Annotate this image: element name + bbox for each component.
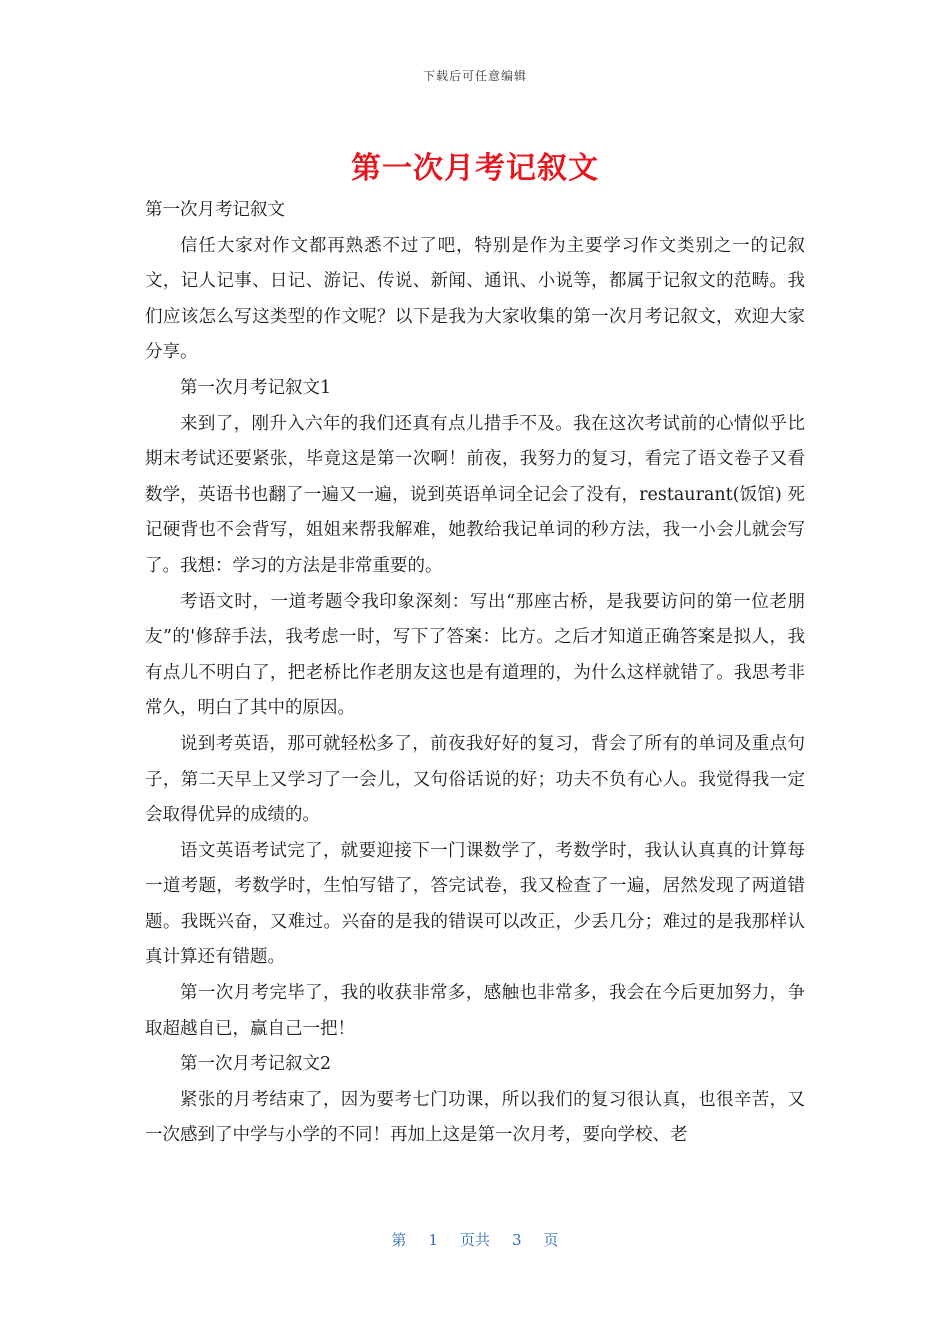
paragraph: 说到考英语，那可就轻松多了，前夜我好好的复习，背会了所有的单词及重点句子，第二天早上又学习了一会儿，又句俗话说的好；功夫不负有心人。我觉得我一定会取得优异的成绩的。 bbox=[145, 733, 805, 826]
paragraph: 来到了，刚升入六年的我们还真有点儿措手不及。我在这次考试前的心情似乎比期末考试还要紧张，毕竟这是第一次啊！前夜，我努力的复习，看完了语文卷子又看数学，英语书也翻了一遍又一遍，说到英语单词全记会了没有，restaurant(饭馆) 死记硬背也不会背写，姐姐来帮我解难，她教给我记单词的秒方法，我一小会儿就会写了。我想：学习的方法是非常重要的。 bbox=[145, 413, 805, 576]
paragraph-intro: 信任大家对作文都再熟悉不过了吧，特别是作为主要学习作文类别之一的记叙文，记人记事、日记、游记、传说、新闻、通讯、小说等，都属于记叙文的范畴。我们应该怎么写这类型的作文呢？以下是我为大家收集的第一次月考记叙文，欢迎大家分享。 bbox=[145, 235, 805, 363]
paragraph-subtitle: 第一次月考记叙文 bbox=[145, 200, 285, 220]
footer-page-word: 第 bbox=[391, 1231, 407, 1249]
document-body bbox=[145, 193, 805, 1154]
paragraph: 考语文时，一道考题令我印象深刻：写出“那座古桥，是我要访问的第一位老朋友”的'修辞手法，我考虑一时，写下了答案：比方。之后才知道正确答案是拟人，我有点儿不明白了，把老桥比作老朋友这也是有道理的，为什么这样就错了。我思考非常久，明白了其中的原因。 bbox=[145, 591, 805, 719]
footer-page-end: 页 bbox=[543, 1231, 559, 1249]
paragraph: 紧张的月考结束了，因为要考七门功课，所以我们的复习很认真，也很辛苦，又一次感到了中学与小学的不同！再加上这是第一次月考，要向学校、老 bbox=[145, 1089, 805, 1146]
footer-page-number: 1 bbox=[428, 1231, 438, 1249]
document-title: 第一次月考记叙文 bbox=[351, 151, 599, 186]
page-footer bbox=[0, 1229, 950, 1250]
section-heading-essay-1: 第一次月考记叙文1 bbox=[180, 377, 332, 398]
page-header-note: 下载后可任意编辑 bbox=[422, 69, 527, 83]
section-heading-essay-2: 第一次月考记叙文2 bbox=[180, 1054, 332, 1075]
paragraph: 语文英语考试完了，就要迎接下一门课数学了，考数学时，我认认真真的计算每一道考题，考数学时，生怕写错了，答完试卷，我又检查了一遍，居然发现了两道错题。我既兴奋，又难过。兴奋的是我的错误可以改正，少丢几分；难过的是我那样认真计算还有错题。 bbox=[145, 840, 805, 968]
footer-page-mid: 页共 bbox=[459, 1231, 490, 1249]
footer-total-pages: 3 bbox=[512, 1231, 522, 1249]
paragraph: 第一次月考完毕了，我的收获非常多，感触也非常多，我会在今后更加努力，争取超越自已，赢自己一把！ bbox=[145, 983, 805, 1039]
